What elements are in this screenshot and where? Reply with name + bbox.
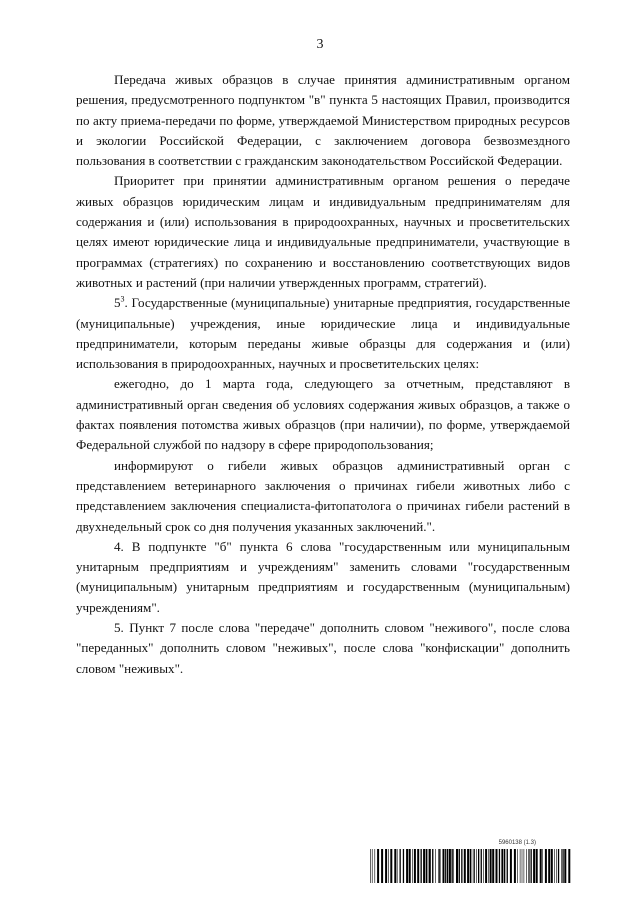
barcode-caption: 5960138 (1.3) (498, 840, 536, 846)
page-number: 3 (316, 37, 324, 52)
point-text: . Государственные (муниципальные) унитарные предприятия, государственные (муниципальные) учреждения, иные юридические лица и индивидуальные предприниматели, которым переданы живые образцы для содержания и (или) использования в природоохранных, научных и просветительских целях: (76, 295, 570, 372)
paragraph-point-4: 4. В подпункте "б" пункта 6 слова "государственным или муниципальным унитарным предприятиям и учреждениям" заменить словами "государственным (муниципальным) унитарным предприятиям и государственным (муниципальным) учреждениям". (76, 538, 570, 615)
paragraph-point-5-3 (76, 293, 570, 374)
paragraph-annual-report: ежегодно, до 1 марта года, следующего за отчетным, представляют в административный орган сведения об условиях содержания живых образцов, а также о фактах появления потомства живых образцов (при наличии), по форме, утверждаемой Федеральной службой по надзору в сфере природопользования; (76, 376, 570, 453)
paragraph-death-notice: информируют о гибели живых образцов административный орган с представлением ветеринарного заключения о причинах гибели животных либо с представлением заключения специалиста-фитопатолога о причинах гибели растений в двухнедельный срок со дня получения указанных заключений.". (76, 457, 570, 534)
point-number: 5 (114, 295, 121, 311)
barcode-image (370, 849, 572, 883)
point-superscript: 3 (120, 294, 125, 304)
paragraph-priority: Приоритет при принятии административным органом решения о передаче живых образцов юридическим лицам и индивидуальным предпринимателям для содержания и (или) использования в природоохранных, научных и просветительских целях имеют юридические лица и индивидуальные предприниматели, участвующие в программах (стратегиях) по сохранению и восстановлению соответствующих видов животных и растений (при наличии утвержденных программ, стратегий). (76, 173, 570, 290)
paragraph-point-5: 5. Пункт 7 после слова "передаче" дополнить словом "неживого", после слова "переданных" дополнить словом "неживых", после слова "конфискации" дополнить словом "неживых". (76, 620, 570, 676)
paragraph-transfer-procedure: Передача живых образцов в случае принятия административным органом решения, предусмотренного подпунктом "в" пункта 5 настоящих Правил, производится по акту приема-передачи по форме, утверждаемой Министерством природных ресурсов и экологии Российской Федерации, с заключением договора безвозмездного пользования в соответствии с гражданским законодательством Российской Федерации. (76, 72, 570, 169)
document-body (76, 70, 570, 679)
barcode-block (370, 840, 572, 886)
